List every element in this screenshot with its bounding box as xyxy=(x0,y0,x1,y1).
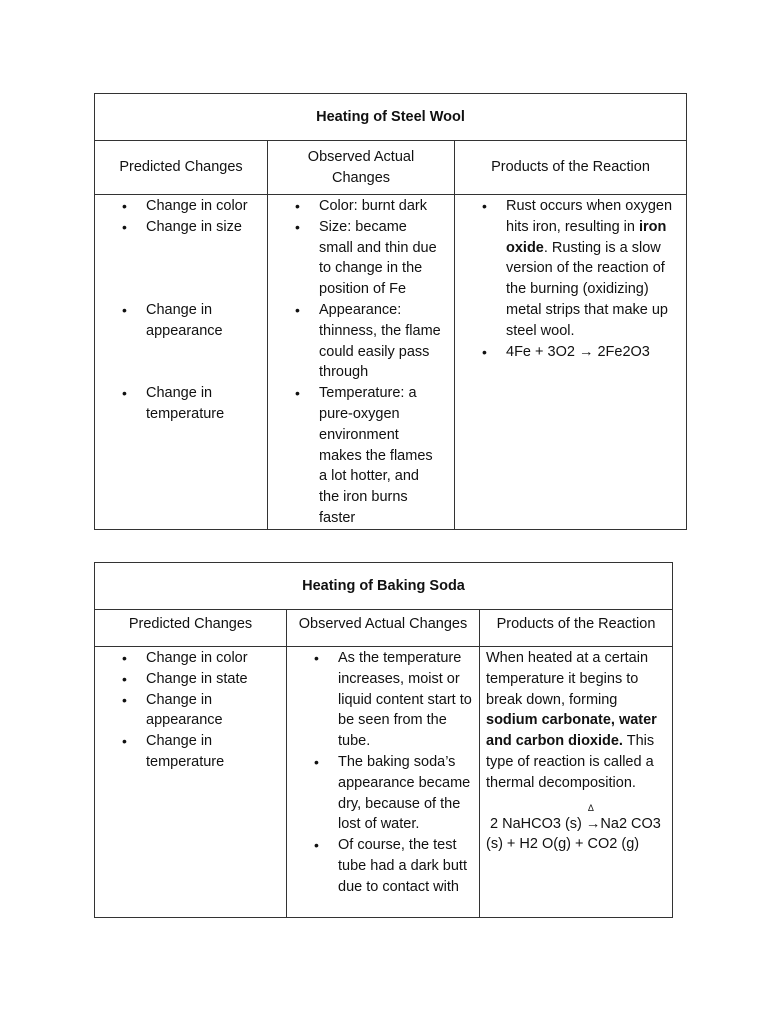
column-header: Predicted Changes xyxy=(95,141,268,195)
observed-changes-cell xyxy=(268,195,455,530)
list-item: • Size: became small and thin due to change in the position of Fe xyxy=(268,217,454,300)
list-item: • Rust occurs when oxygen hits iron, resulting in iron oxide. Rusting is a slow version of the reaction of the burning (oxidizing) metal strips that make up steel wool. xyxy=(455,196,686,342)
predicted-changes-cell xyxy=(95,195,268,530)
column-header: Products of the Reaction xyxy=(455,141,687,195)
observed-changes-cell xyxy=(287,647,480,918)
column-header: Predicted Changes xyxy=(95,610,287,647)
list-item: • Color: burnt dark xyxy=(268,196,454,217)
equation: • 4Fe + 3O2 → 2Fe2O3 xyxy=(455,342,686,363)
list-item: • Temperature: a pure-oxygen environment makes the flames a lot hotter, and the iron burns faster xyxy=(268,383,454,529)
list-item: • Change in size xyxy=(95,217,267,238)
steel-wool-table xyxy=(94,93,687,530)
list-item: • Of course, the test tube had a dark butt due to contact with xyxy=(287,835,479,897)
column-header: Observed Actual Changes xyxy=(287,610,480,647)
list-item: • As the temperature increases, moist or liquid content start to be seen from the tube. xyxy=(287,648,479,752)
list-item: • Change in color xyxy=(95,648,286,669)
list-item: • Change in state xyxy=(95,669,286,690)
list-item: • Change in temperature xyxy=(95,383,267,425)
list-item: • Change in appearance xyxy=(95,300,267,342)
products-text: When heated at a certain temperature it begins to break down, forming sodium carbonate, water and carbon dioxide. This type of reaction is called a thermal decomposition. xyxy=(486,650,657,791)
table-title: Heating of Baking Soda xyxy=(95,563,673,610)
products-cell xyxy=(480,647,673,918)
list-item: • The baking soda’s appearance became dry, because of the lost of water. xyxy=(287,752,479,835)
column-header: Observed Actual Changes xyxy=(268,141,455,195)
delta-symbol: Δ xyxy=(587,802,594,813)
table-title: Heating of Steel Wool xyxy=(95,94,687,141)
predicted-changes-cell xyxy=(95,647,287,918)
equation: 2 NaHCO3 (s) Δ →Na2 CO3 (s) + H2 O(g) + CO2 (g) xyxy=(486,802,661,853)
column-header: Products of the Reaction xyxy=(480,610,673,647)
list-item: • Appearance: thinness, the flame could easily pass through xyxy=(268,300,454,383)
baking-soda-table xyxy=(94,562,673,918)
list-item: • Change in temperature xyxy=(95,731,286,773)
list-item: • Change in appearance xyxy=(95,690,286,732)
products-cell xyxy=(455,195,687,530)
list-item: • Change in color xyxy=(95,196,267,217)
